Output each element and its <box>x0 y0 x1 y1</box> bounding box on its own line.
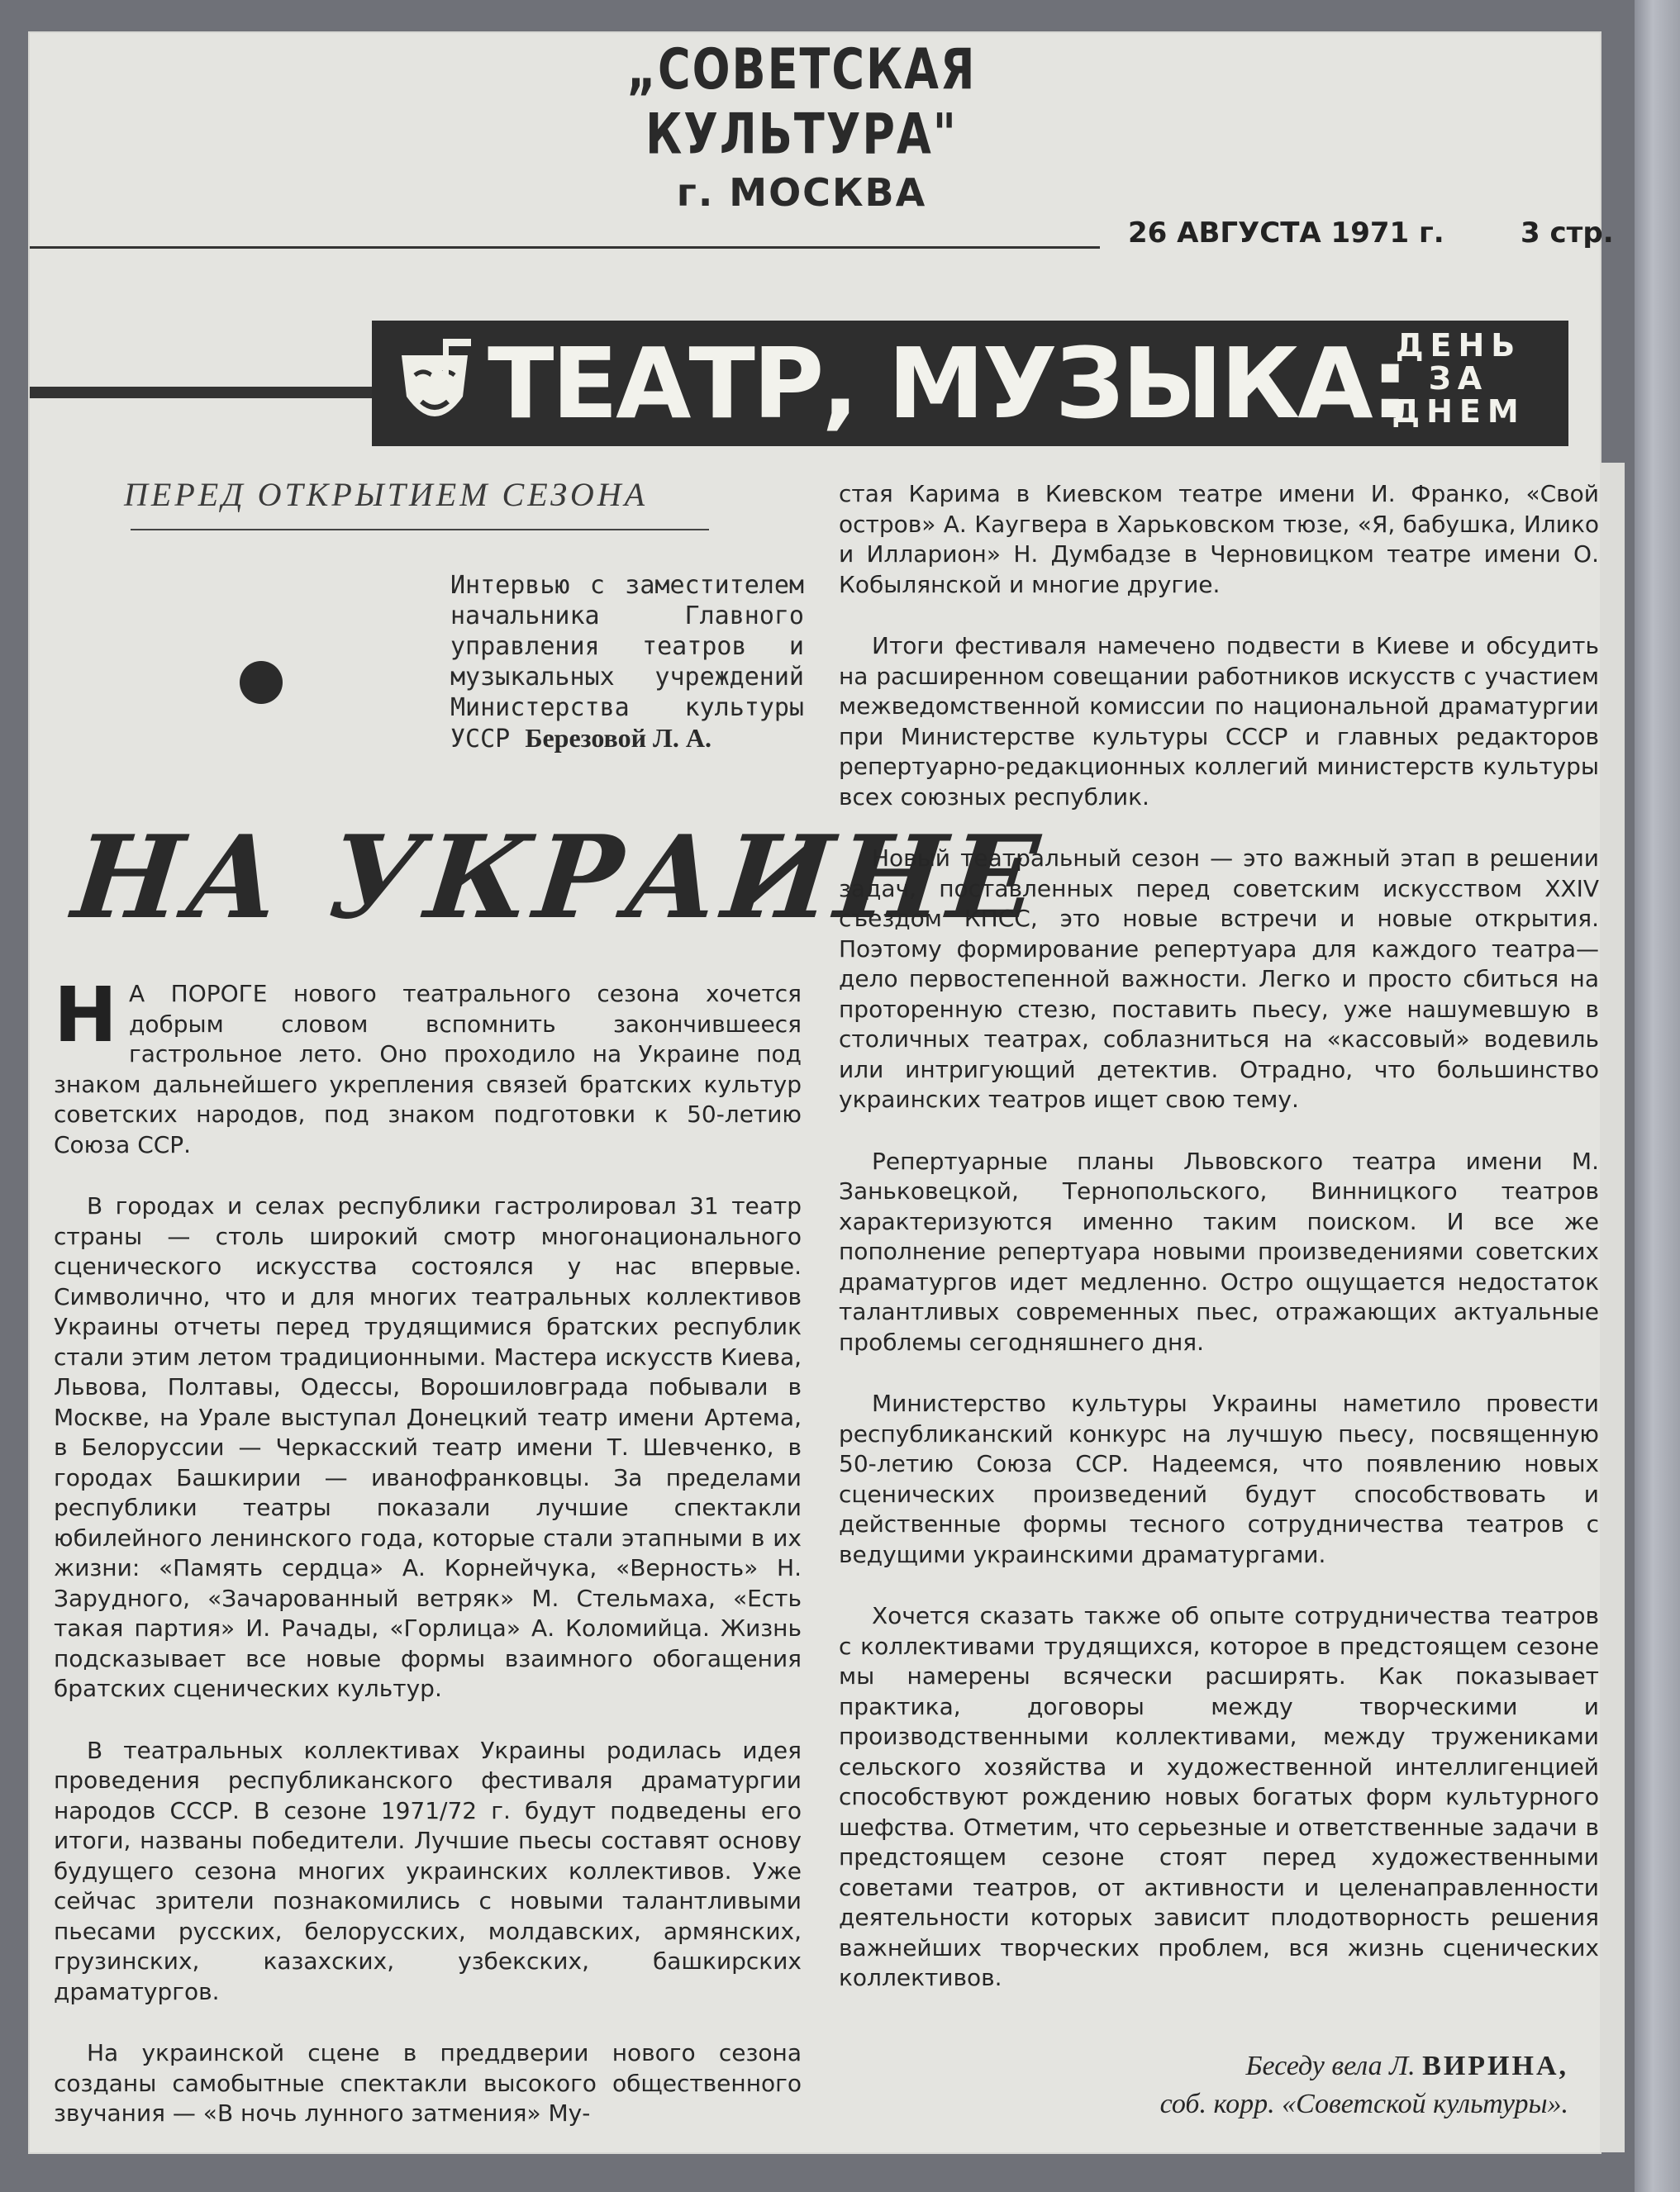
newspaper-name: „СОВЕТСКАЯ КУЛЬТУРА" <box>626 36 977 167</box>
page-number: 3 стр. <box>1521 216 1614 250</box>
interview-intro <box>450 570 804 754</box>
theatre-music-logo-icon <box>390 337 479 440</box>
divider-rule <box>30 246 1100 249</box>
rubric-subtitle-line: ДЕНЬ <box>1395 327 1522 364</box>
interviewee-name: Березовой Л. А. <box>525 723 712 753</box>
scanner-edge <box>1635 0 1680 2192</box>
paragraph: Репертуарные планы Львовского театра имени М. Заньковецкой, Тернопольского, Винницкого театров характеризуются именно таким поиском. И все же пополнение репертуара новыми произведениями советских драматургов идет медленно. Остро ощущается недостаток талантливых современных пьес, отражающих актуальные проблемы сегодняшнего дня. <box>839 1147 1599 1356</box>
paragraph <box>54 971 802 1160</box>
paragraph: На украинской сцене в преддверии нового сезона созданы самобытные спектакли высокого общественного звучания — «В ночь лунного затмения» Му- <box>54 2039 802 2127</box>
author-name: ВИРИНА, <box>1422 2051 1568 2081</box>
intro-text: Интервью с заместителем начальника Главного управления театров и музыкальных учреждений Министерства культуры УССР <box>450 571 804 754</box>
rubric-subtitle-line: ЗА <box>1428 360 1489 397</box>
paragraph: Министерство культуры Украины наметило провести республиканский конкурс на лучшую пьесу, посвященную 50-летию Союза ССР. Надеемся, что появлению новых сценических произведений будут способствовать и действенные формы тесного сотрудничества театров с ведущими украинскими драматургами. <box>839 1390 1599 1568</box>
bullet-dot-icon <box>240 661 283 704</box>
byline-affiliation: соб. корр. «Советской культуры». <box>1159 2089 1568 2119</box>
paragraph: В театральных коллективах Украины родилась идея проведения республиканского фестиваля драматургии народов СССР. В сезоне 1971/72 г. будут подведены его итоги, названы победители. Лучшие пьесы составят основу будущего сезона многих украинских коллективов. Уже сейчас зрители познакомились с новыми талантливыми пьесами русских, белорусских, молдавских, армянских, грузинских, казахских, узбекских, башкирских драматургов. <box>54 1736 802 2005</box>
masthead <box>512 36 1091 215</box>
drop-cap: Н <box>54 971 117 1059</box>
byline <box>1089 2047 1568 2123</box>
rubric-title: ТЕАТР, МУЗЫКА: <box>488 326 1407 440</box>
left-column <box>54 971 802 2161</box>
rubric-subtitle <box>1355 329 1562 428</box>
article-headline: НА УКРАИНЕ <box>67 810 1049 944</box>
paragraph-text: А ПОРОГЕ нового театрального сезона хочется добрым словом вспомнить закончившееся гастрольное лето. Оно проходило на Украине под знаком дальнейшего укрепления связей братских культур советских народов, под знаком подготовки к 50-летию Союза ССР. <box>54 980 802 1158</box>
rubric-subtitle-line: ДНЕМ <box>1392 393 1525 430</box>
issue-date: 26 АВГУСТА 1971 г. <box>1128 216 1444 250</box>
byline-prefix: Беседу вела Л. <box>1245 2051 1416 2081</box>
rubric-rule <box>30 387 373 398</box>
paragraph: Новый театральный сезон — это важный этап в решении задач, поставленных перед советским искусством XXIV съездом КПСС, это новые встречи и новые открытия. Поэтому формирование репертуара для каждого театра—дело первостепенной важности. Легко и просто сбиться на проторенную стезю, поставить пьесу, уже нашумевшую в столичных театрах, соблазниться на «кассовый» водевиль или интригующий детектив. Отрадно, что большинство украинских театров ищет свою тему. <box>839 844 1599 1113</box>
kicker-underline <box>131 529 709 530</box>
paragraph: Хочется сказать также об опыте сотрудничества театров с коллективами трудящихся, которое в предстоящем сезоне мы намерены всячески расширять. Как показывает практика, договоры между творческими и производственными коллективами, между тружениками сельского хозяйства и художественной интеллигенцией способствуют рождению новых богатых форм культурного шефства. Отметим, что серьезные и ответственные задачи в предстоящем сезоне стоят перед художественными советами театров, от активности и целенаправленности деятельности которых зависит плодотворность решения важнейших творческих проблем, вся жизнь сценических коллективов. <box>839 1602 1599 1991</box>
byline-line <box>1089 2047 1568 2085</box>
right-column <box>839 479 1599 2025</box>
clipping-edge <box>1600 463 1625 2152</box>
paragraph: стая Карима в Киевском театре имени И. Франко, «Свой остров» А. Каугвера в Харьковском тюзе, «Я, бабушка, Илико и Илларион» Н. Думбадзе в Черновицком театре имени О. Кобылянской и многие другие. <box>839 480 1599 598</box>
paragraph: В городах и селах республики гастролировал 31 театр страны — столь широкий смотр многонационального сценического искусства состоялся у нас впервые. Символично, что и для многих театральных коллективов Украины отчеты перед трудящимися братских республик стали этим летом традиционными. Мастера искусств Киева, Львова, Полтавы, Одессы, Ворошиловграда побывали в Москве, на Урале выступал Донецкий театр имени Артема, в Белоруссии — Черкасский театр имени Т. Шевченко, в городах Башкирии — иванофранковцы. За пределами республики театры показали лучшие спектакли юбилейного ленинского года, которые стали этапными в их жизни: «Память сердца» А. Корнейчука, «Верность» Н. Зарудного, «Зачарованный ветряк» М. Стельмаха, «Есть такая партия» И. Рачады, «Горлица» А. Коломийца. Жизнь подсказывает все новые формы взаимного обогащения братских сценических культур. <box>54 1192 802 1702</box>
article-kicker: ПЕРЕД ОТКРЫТИЕМ СЕЗОНА <box>124 476 649 513</box>
paragraph: Итоги фестиваля намечено подвести в Киеве и обсудить на расширенном совещании работников искусств с участием межведомственной комиссии по национальной драматургии при Министерстве культуры СССР и главных редакторов репертуарно-редакционных коллегий министерств культуры всех союзных республик. <box>839 632 1599 811</box>
newspaper-city: г. МОСКВА <box>676 170 927 215</box>
rubric-banner <box>372 321 1568 446</box>
